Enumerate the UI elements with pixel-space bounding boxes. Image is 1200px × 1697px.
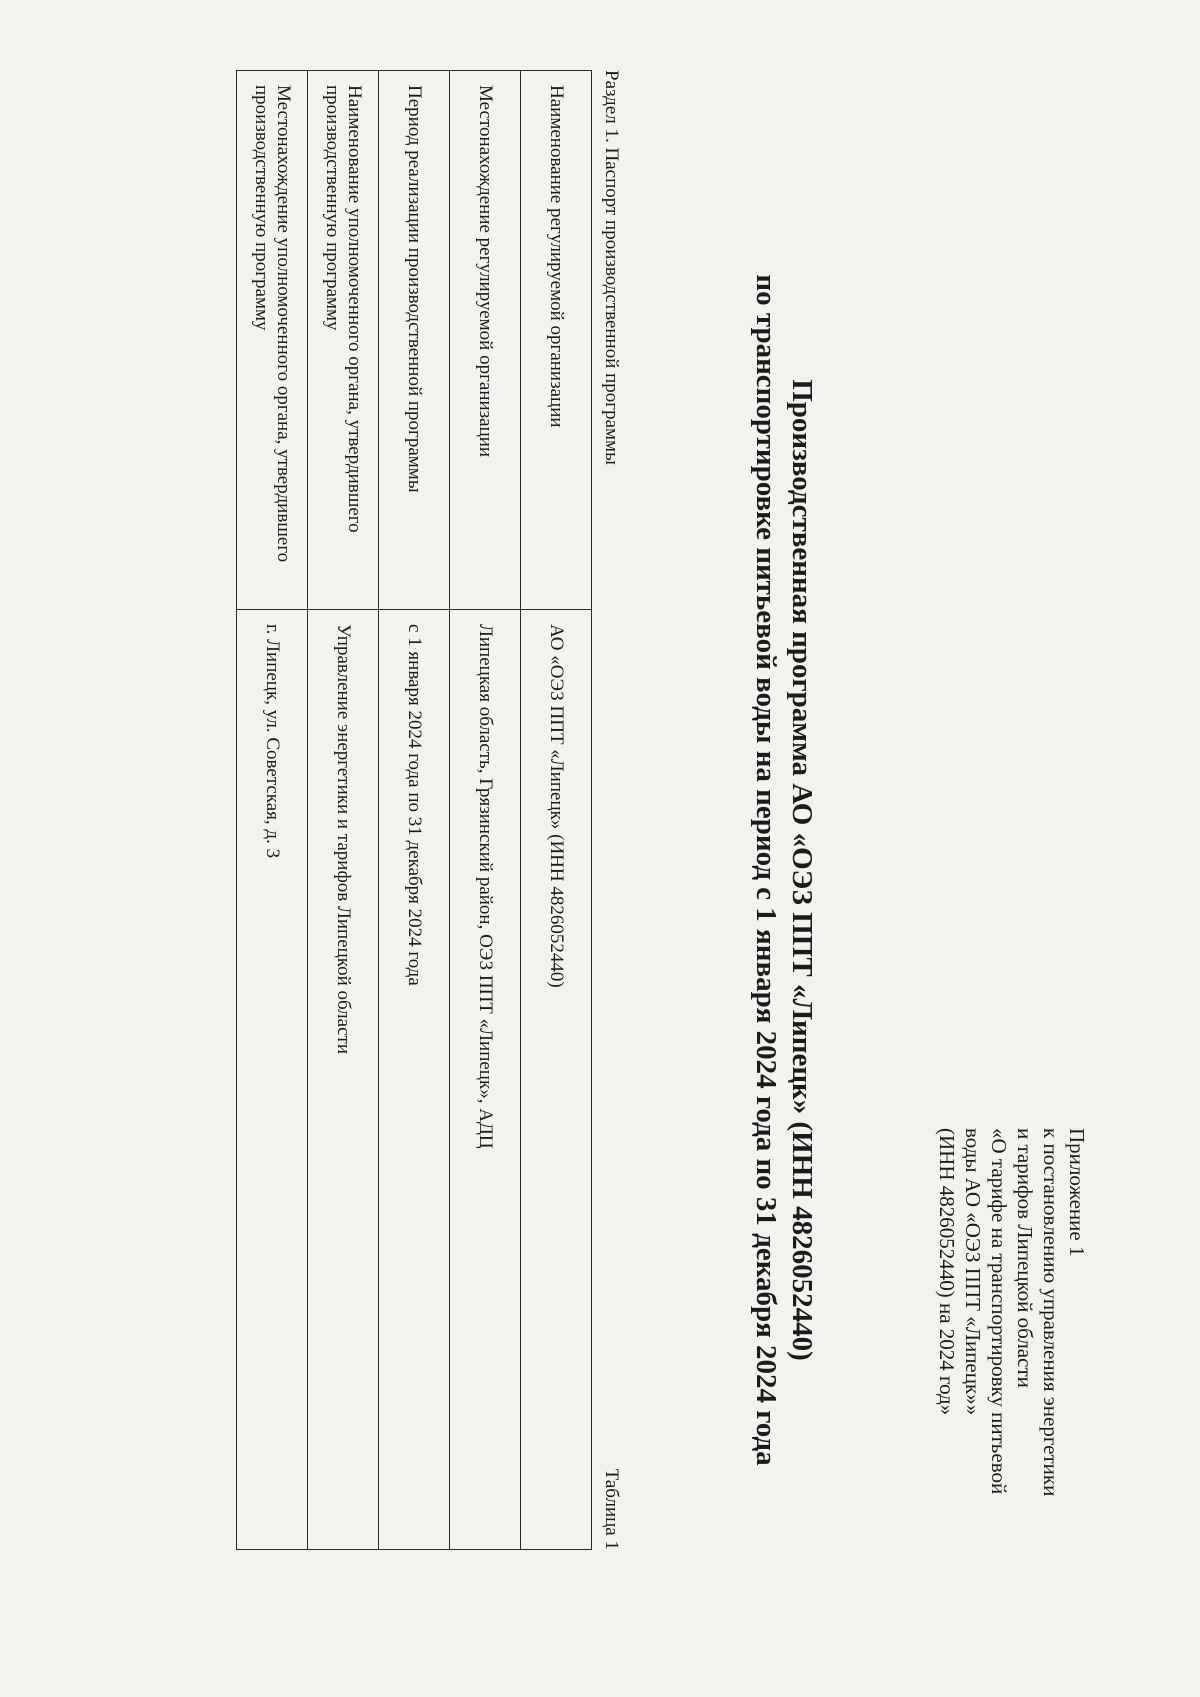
row-label: Наименование регулируемой организации	[521, 71, 592, 610]
row-label: Местонахождение регулируемой организации	[450, 71, 521, 610]
appendix-note	[934, 1128, 1090, 1538]
table-row	[521, 71, 592, 1550]
row-value: Липецкая область, Грязинский район, ОЭЗ ППТ «Липецк», АДЦ	[450, 610, 521, 1550]
row-value: г. Липецк, ул. Советская, д. 3	[237, 610, 308, 1550]
title-line-1: Производственная программа АО «ОЭЗ ППТ «Липецк» (ИНН 4826052440)	[786, 379, 818, 1361]
row-value: с 1 января 2024 года по 31 декабря 2024 года	[379, 610, 450, 1550]
appendix-line: воды АО «ОЭЗ ППТ «Липецк»»	[961, 1128, 985, 1416]
appendix-line: и тарифов Липецкой области	[1013, 1128, 1037, 1388]
table-row	[379, 71, 450, 1550]
passport-table	[236, 70, 592, 1550]
appendix-line: к постановлению управления энергетики	[1039, 1128, 1063, 1497]
row-label: Местонахождение уполномоченного органа, утвердившего производственную программу	[237, 71, 308, 610]
row-value: Управление энергетики и тарифов Липецкой области	[308, 610, 379, 1550]
table-row	[450, 71, 521, 1550]
row-value: АО «ОЭЗ ППТ «Липецк» (ИНН 4826052440)	[521, 610, 592, 1550]
table-number: Таблица 1	[601, 1468, 622, 1550]
title-line-2: по транспортировке питьевой воды на период с 1 января 2024 года по 31 декабря 2024 года	[750, 274, 782, 1466]
document-page	[82, 70, 1112, 1590]
appendix-line: (ИНН 4826052440) на 2024 год»	[935, 1128, 959, 1416]
row-label: Наименование уполномоченного органа, утвердившего производственную программу	[308, 71, 379, 610]
section-heading: Раздел 1. Паспорт производственной программы	[601, 70, 622, 465]
document-title	[748, 150, 820, 1590]
appendix-line: Приложение 1	[1065, 1128, 1089, 1257]
row-label: Период реализации производственной программы	[379, 71, 450, 610]
table-row	[308, 71, 379, 1550]
appendix-line: «О тарифе на транспортировку питьевой	[987, 1128, 1011, 1495]
table-row	[237, 71, 308, 1550]
